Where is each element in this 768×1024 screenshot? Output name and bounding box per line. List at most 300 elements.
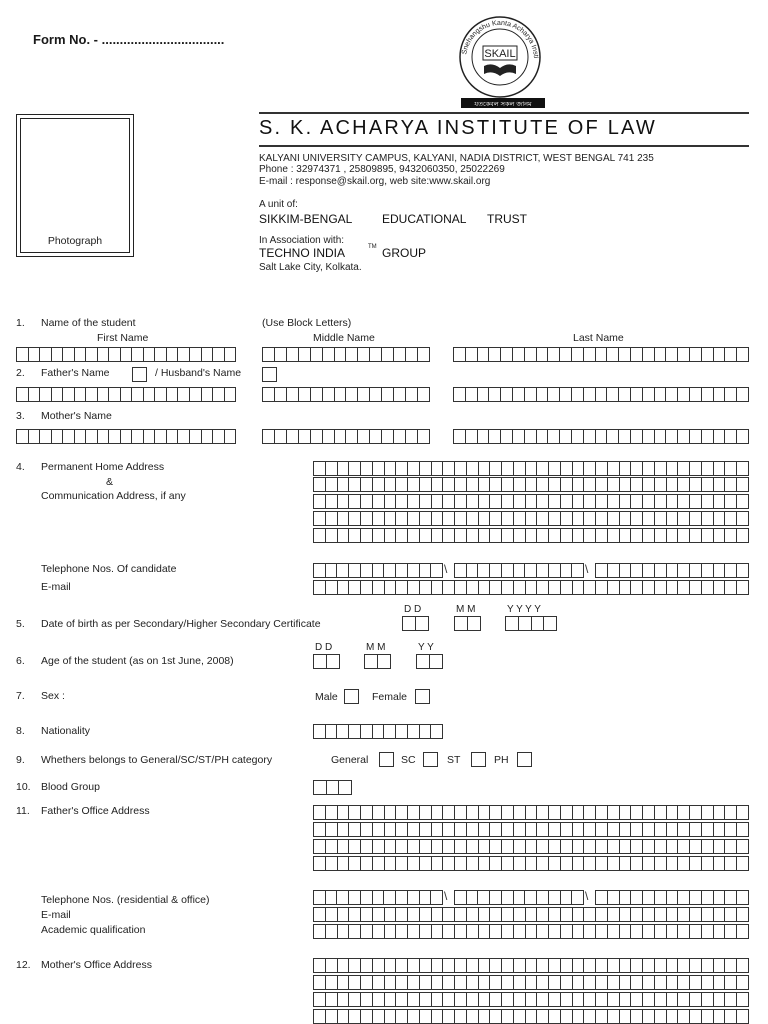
- char-cell[interactable]: [514, 495, 526, 508]
- char-cell[interactable]: [667, 925, 679, 938]
- char-cell[interactable]: [655, 823, 667, 836]
- char-cell[interactable]: [373, 908, 385, 921]
- char-cell[interactable]: [29, 348, 41, 361]
- char-cell[interactable]: [678, 1010, 690, 1023]
- char-cell[interactable]: [549, 891, 561, 904]
- char-cell[interactable]: [466, 430, 478, 443]
- char-cell[interactable]: [432, 478, 444, 491]
- char-cell[interactable]: [631, 891, 643, 904]
- char-cell[interactable]: [667, 806, 679, 819]
- char-cell[interactable]: [714, 348, 726, 361]
- char-cell[interactable]: [502, 908, 514, 921]
- char-cell[interactable]: [361, 959, 373, 972]
- char-cell[interactable]: [737, 495, 748, 508]
- char-cell[interactable]: [714, 959, 726, 972]
- candidate-phone-1-boxes[interactable]: [313, 563, 443, 578]
- sex-female-checkbox[interactable]: [415, 689, 430, 704]
- char-cell[interactable]: [737, 993, 748, 1006]
- char-cell[interactable]: [17, 388, 29, 401]
- char-cell[interactable]: [455, 823, 467, 836]
- char-cell[interactable]: [596, 908, 608, 921]
- char-cell[interactable]: [584, 857, 596, 870]
- char-cell[interactable]: [725, 993, 737, 1006]
- char-cell[interactable]: [466, 348, 478, 361]
- char-cell[interactable]: [631, 840, 643, 853]
- char-cell[interactable]: [479, 959, 491, 972]
- char-cell[interactable]: [225, 430, 236, 443]
- char-cell[interactable]: [431, 891, 442, 904]
- char-cell[interactable]: [678, 840, 690, 853]
- char-cell[interactable]: [408, 823, 420, 836]
- char-cell[interactable]: [417, 655, 430, 668]
- char-cell[interactable]: [408, 1010, 420, 1023]
- char-cell[interactable]: [643, 512, 655, 525]
- char-cell[interactable]: [549, 478, 561, 491]
- char-cell[interactable]: [631, 925, 643, 938]
- char-cell[interactable]: [406, 348, 418, 361]
- char-cell[interactable]: [455, 512, 467, 525]
- char-cell[interactable]: [573, 823, 585, 836]
- char-cell[interactable]: [52, 348, 64, 361]
- char-cell[interactable]: [619, 430, 631, 443]
- char-cell[interactable]: [479, 806, 491, 819]
- char-cell[interactable]: [537, 430, 549, 443]
- age-days-boxes[interactable]: [313, 654, 340, 669]
- char-cell[interactable]: [455, 925, 467, 938]
- char-cell[interactable]: [714, 581, 726, 594]
- char-cell[interactable]: [467, 1010, 479, 1023]
- char-cell[interactable]: [690, 806, 702, 819]
- age-years-boxes[interactable]: [416, 654, 443, 669]
- char-cell[interactable]: [490, 564, 502, 577]
- char-cell[interactable]: [385, 806, 397, 819]
- char-cell[interactable]: [314, 462, 326, 475]
- char-cell[interactable]: [443, 959, 455, 972]
- char-cell[interactable]: [690, 388, 702, 401]
- char-cell[interactable]: [573, 1010, 585, 1023]
- char-cell[interactable]: [396, 908, 408, 921]
- char-cell[interactable]: [455, 959, 467, 972]
- char-cell[interactable]: [631, 1010, 643, 1023]
- char-cell[interactable]: [643, 564, 655, 577]
- char-cell[interactable]: [584, 976, 596, 989]
- char-cell[interactable]: [109, 430, 121, 443]
- char-cell[interactable]: [702, 529, 714, 542]
- char-cell[interactable]: [714, 388, 726, 401]
- char-cell[interactable]: [420, 725, 432, 738]
- char-cell[interactable]: [725, 388, 737, 401]
- char-cell[interactable]: [525, 891, 537, 904]
- mother-office-address-line-1-boxes[interactable]: [313, 958, 749, 973]
- char-cell[interactable]: [349, 581, 361, 594]
- char-cell[interactable]: [396, 976, 408, 989]
- char-cell[interactable]: [314, 512, 326, 525]
- char-cell[interactable]: [443, 806, 455, 819]
- char-cell[interactable]: [299, 430, 311, 443]
- char-cell[interactable]: [478, 388, 490, 401]
- char-cell[interactable]: [714, 823, 726, 836]
- char-cell[interactable]: [490, 959, 502, 972]
- char-cell[interactable]: [667, 840, 679, 853]
- char-cell[interactable]: [714, 529, 726, 542]
- char-cell[interactable]: [596, 823, 608, 836]
- char-cell[interactable]: [314, 781, 327, 794]
- char-cell[interactable]: [349, 925, 361, 938]
- char-cell[interactable]: [702, 925, 714, 938]
- char-cell[interactable]: [596, 478, 608, 491]
- char-cell[interactable]: [323, 348, 335, 361]
- char-cell[interactable]: [314, 1010, 326, 1023]
- char-cell[interactable]: [455, 1010, 467, 1023]
- char-cell[interactable]: [514, 840, 526, 853]
- char-cell[interactable]: [408, 462, 420, 475]
- char-cell[interactable]: [714, 806, 726, 819]
- char-cell[interactable]: [213, 430, 225, 443]
- char-cell[interactable]: [620, 857, 632, 870]
- char-cell[interactable]: [549, 976, 561, 989]
- char-cell[interactable]: [678, 891, 690, 904]
- char-cell[interactable]: [373, 725, 385, 738]
- char-cell[interactable]: [501, 430, 513, 443]
- candidate-phone-3-boxes[interactable]: [595, 563, 749, 578]
- char-cell[interactable]: [361, 908, 373, 921]
- char-cell[interactable]: [454, 430, 466, 443]
- char-cell[interactable]: [311, 348, 323, 361]
- char-cell[interactable]: [631, 462, 643, 475]
- char-cell[interactable]: [314, 529, 326, 542]
- char-cell[interactable]: [479, 823, 491, 836]
- char-cell[interactable]: [121, 388, 133, 401]
- char-cell[interactable]: [690, 478, 702, 491]
- char-cell[interactable]: [86, 348, 98, 361]
- char-cell[interactable]: [467, 857, 479, 870]
- char-cell[interactable]: [432, 959, 444, 972]
- char-cell[interactable]: [537, 976, 549, 989]
- char-cell[interactable]: [396, 806, 408, 819]
- char-cell[interactable]: [326, 564, 338, 577]
- char-cell[interactable]: [702, 840, 714, 853]
- char-cell[interactable]: [667, 908, 679, 921]
- char-cell[interactable]: [608, 478, 620, 491]
- char-cell[interactable]: [667, 891, 679, 904]
- char-cell[interactable]: [573, 925, 585, 938]
- dob-day-boxes[interactable]: [402, 616, 429, 631]
- char-cell[interactable]: [314, 655, 327, 668]
- char-cell[interactable]: [144, 430, 156, 443]
- char-cell[interactable]: [596, 806, 608, 819]
- char-cell[interactable]: [561, 840, 573, 853]
- char-cell[interactable]: [561, 925, 573, 938]
- char-cell[interactable]: [385, 1010, 397, 1023]
- char-cell[interactable]: [514, 993, 526, 1006]
- char-cell[interactable]: [631, 348, 643, 361]
- char-cell[interactable]: [190, 388, 202, 401]
- char-cell[interactable]: [361, 478, 373, 491]
- char-cell[interactable]: [596, 925, 608, 938]
- char-cell[interactable]: [631, 976, 643, 989]
- father-checkbox[interactable]: [132, 367, 147, 382]
- char-cell[interactable]: [631, 529, 643, 542]
- char-cell[interactable]: [725, 925, 737, 938]
- char-cell[interactable]: [526, 857, 538, 870]
- char-cell[interactable]: [513, 430, 525, 443]
- char-cell[interactable]: [690, 976, 702, 989]
- char-cell[interactable]: [314, 478, 326, 491]
- char-cell[interactable]: [702, 806, 714, 819]
- char-cell[interactable]: [714, 1010, 726, 1023]
- char-cell[interactable]: [714, 512, 726, 525]
- char-cell[interactable]: [361, 976, 373, 989]
- char-cell[interactable]: [408, 529, 420, 542]
- char-cell[interactable]: [326, 462, 338, 475]
- char-cell[interactable]: [338, 495, 350, 508]
- char-cell[interactable]: [167, 348, 179, 361]
- char-cell[interactable]: [690, 1010, 702, 1023]
- char-cell[interactable]: [643, 462, 655, 475]
- char-cell[interactable]: [620, 840, 632, 853]
- char-cell[interactable]: [678, 581, 690, 594]
- char-cell[interactable]: [337, 891, 349, 904]
- char-cell[interactable]: [63, 388, 75, 401]
- char-cell[interactable]: [396, 959, 408, 972]
- char-cell[interactable]: [596, 430, 608, 443]
- char-cell[interactable]: [202, 388, 214, 401]
- char-cell[interactable]: [678, 959, 690, 972]
- char-cell[interactable]: [584, 823, 596, 836]
- char-cell[interactable]: [490, 908, 502, 921]
- char-cell[interactable]: [526, 581, 538, 594]
- char-cell[interactable]: [443, 993, 455, 1006]
- char-cell[interactable]: [502, 478, 514, 491]
- category-st-checkbox[interactable]: [471, 752, 486, 767]
- char-cell[interactable]: [349, 495, 361, 508]
- char-cell[interactable]: [358, 348, 370, 361]
- char-cell[interactable]: [620, 529, 632, 542]
- char-cell[interactable]: [596, 976, 608, 989]
- char-cell[interactable]: [690, 529, 702, 542]
- char-cell[interactable]: [620, 1010, 632, 1023]
- char-cell[interactable]: [725, 512, 737, 525]
- char-cell[interactable]: [430, 655, 442, 668]
- char-cell[interactable]: [690, 512, 702, 525]
- char-cell[interactable]: [432, 1010, 444, 1023]
- char-cell[interactable]: [190, 348, 202, 361]
- char-cell[interactable]: [514, 806, 526, 819]
- char-cell[interactable]: [702, 348, 714, 361]
- char-cell[interactable]: [178, 388, 190, 401]
- char-cell[interactable]: [385, 976, 397, 989]
- char-cell[interactable]: [667, 564, 679, 577]
- char-cell[interactable]: [514, 512, 526, 525]
- char-cell[interactable]: [678, 478, 690, 491]
- char-cell[interactable]: [702, 478, 714, 491]
- char-cell[interactable]: [690, 840, 702, 853]
- char-cell[interactable]: [478, 564, 490, 577]
- char-cell[interactable]: [314, 564, 326, 577]
- char-cell[interactable]: [702, 1010, 714, 1023]
- char-cell[interactable]: [714, 495, 726, 508]
- char-cell[interactable]: [513, 348, 525, 361]
- char-cell[interactable]: [514, 564, 526, 577]
- char-cell[interactable]: [737, 1010, 748, 1023]
- char-cell[interactable]: [326, 976, 338, 989]
- char-cell[interactable]: [349, 959, 361, 972]
- char-cell[interactable]: [678, 976, 690, 989]
- char-cell[interactable]: [607, 348, 619, 361]
- category-ph-checkbox[interactable]: [517, 752, 532, 767]
- char-cell[interactable]: [455, 993, 467, 1006]
- char-cell[interactable]: [263, 430, 275, 443]
- char-cell[interactable]: [584, 512, 596, 525]
- candidate-phone-2-boxes[interactable]: [454, 563, 584, 578]
- char-cell[interactable]: [406, 430, 418, 443]
- student-middle-name-boxes[interactable]: [262, 347, 430, 362]
- char-cell[interactable]: [455, 840, 467, 853]
- char-cell[interactable]: [514, 1010, 526, 1023]
- char-cell[interactable]: [311, 430, 323, 443]
- char-cell[interactable]: [655, 564, 667, 577]
- char-cell[interactable]: [420, 512, 432, 525]
- char-cell[interactable]: [667, 495, 679, 508]
- char-cell[interactable]: [584, 478, 596, 491]
- char-cell[interactable]: [467, 908, 479, 921]
- char-cell[interactable]: [349, 529, 361, 542]
- char-cell[interactable]: [349, 993, 361, 1006]
- char-cell[interactable]: [373, 959, 385, 972]
- char-cell[interactable]: [725, 840, 737, 853]
- char-cell[interactable]: [549, 1010, 561, 1023]
- char-cell[interactable]: [655, 993, 667, 1006]
- char-cell[interactable]: [361, 891, 373, 904]
- char-cell[interactable]: [338, 925, 350, 938]
- char-cell[interactable]: [608, 925, 620, 938]
- char-cell[interactable]: [479, 581, 491, 594]
- char-cell[interactable]: [631, 430, 643, 443]
- char-cell[interactable]: [361, 857, 373, 870]
- father-middle-name-boxes[interactable]: [262, 387, 430, 402]
- father-phone-1-boxes[interactable]: [313, 890, 443, 905]
- char-cell[interactable]: [420, 959, 432, 972]
- char-cell[interactable]: [573, 581, 585, 594]
- char-cell[interactable]: [349, 857, 361, 870]
- char-cell[interactable]: [396, 495, 408, 508]
- char-cell[interactable]: [408, 925, 420, 938]
- char-cell[interactable]: [455, 462, 467, 475]
- char-cell[interactable]: [725, 891, 737, 904]
- char-cell[interactable]: [420, 564, 432, 577]
- char-cell[interactable]: [725, 581, 737, 594]
- address-line-4-boxes[interactable]: [313, 511, 749, 526]
- char-cell[interactable]: [314, 725, 326, 738]
- char-cell[interactable]: [561, 564, 573, 577]
- char-cell[interactable]: [467, 925, 479, 938]
- char-cell[interactable]: [490, 993, 502, 1006]
- char-cell[interactable]: [714, 976, 726, 989]
- char-cell[interactable]: [631, 806, 643, 819]
- char-cell[interactable]: [326, 925, 338, 938]
- char-cell[interactable]: [490, 976, 502, 989]
- char-cell[interactable]: [385, 462, 397, 475]
- char-cell[interactable]: [346, 348, 358, 361]
- char-cell[interactable]: [29, 388, 41, 401]
- char-cell[interactable]: [643, 959, 655, 972]
- char-cell[interactable]: [502, 512, 514, 525]
- char-cell[interactable]: [725, 976, 737, 989]
- char-cell[interactable]: [514, 529, 526, 542]
- char-cell[interactable]: [702, 857, 714, 870]
- char-cell[interactable]: [573, 495, 585, 508]
- father-office-address-line-4-boxes[interactable]: [313, 856, 749, 871]
- char-cell[interactable]: [17, 430, 29, 443]
- char-cell[interactable]: [373, 529, 385, 542]
- char-cell[interactable]: [502, 564, 514, 577]
- char-cell[interactable]: [365, 655, 378, 668]
- char-cell[interactable]: [361, 529, 373, 542]
- dob-year-boxes[interactable]: [505, 616, 557, 631]
- char-cell[interactable]: [643, 993, 655, 1006]
- char-cell[interactable]: [373, 857, 385, 870]
- char-cell[interactable]: [326, 823, 338, 836]
- char-cell[interactable]: [455, 891, 467, 904]
- char-cell[interactable]: [490, 857, 502, 870]
- char-cell[interactable]: [502, 891, 514, 904]
- char-cell[interactable]: [514, 959, 526, 972]
- char-cell[interactable]: [349, 462, 361, 475]
- char-cell[interactable]: [275, 348, 287, 361]
- mother-office-address-line-4-boxes[interactable]: [313, 1009, 749, 1024]
- char-cell[interactable]: [678, 908, 690, 921]
- char-cell[interactable]: [489, 348, 501, 361]
- char-cell[interactable]: [63, 430, 75, 443]
- char-cell[interactable]: [432, 993, 444, 1006]
- char-cell[interactable]: [443, 976, 455, 989]
- char-cell[interactable]: [584, 462, 596, 475]
- char-cell[interactable]: [737, 512, 748, 525]
- char-cell[interactable]: [667, 976, 679, 989]
- char-cell[interactable]: [346, 388, 358, 401]
- char-cell[interactable]: [335, 348, 347, 361]
- char-cell[interactable]: [455, 617, 468, 630]
- char-cell[interactable]: [667, 581, 679, 594]
- char-cell[interactable]: [75, 430, 87, 443]
- char-cell[interactable]: [714, 908, 726, 921]
- char-cell[interactable]: [490, 925, 502, 938]
- char-cell[interactable]: [549, 806, 561, 819]
- char-cell[interactable]: [454, 388, 466, 401]
- char-cell[interactable]: [702, 908, 714, 921]
- char-cell[interactable]: [396, 993, 408, 1006]
- char-cell[interactable]: [361, 993, 373, 1006]
- char-cell[interactable]: [338, 840, 350, 853]
- char-cell[interactable]: [455, 478, 467, 491]
- address-line-1-boxes[interactable]: [313, 461, 749, 476]
- char-cell[interactable]: [514, 462, 526, 475]
- char-cell[interactable]: [479, 840, 491, 853]
- dob-month-boxes[interactable]: [454, 616, 481, 631]
- char-cell[interactable]: [737, 840, 748, 853]
- char-cell[interactable]: [502, 806, 514, 819]
- char-cell[interactable]: [338, 959, 350, 972]
- char-cell[interactable]: [467, 478, 479, 491]
- char-cell[interactable]: [737, 908, 748, 921]
- char-cell[interactable]: [326, 857, 338, 870]
- char-cell[interactable]: [549, 959, 561, 972]
- char-cell[interactable]: [190, 430, 202, 443]
- char-cell[interactable]: [479, 925, 491, 938]
- char-cell[interactable]: [287, 348, 299, 361]
- char-cell[interactable]: [502, 495, 514, 508]
- age-months-boxes[interactable]: [364, 654, 391, 669]
